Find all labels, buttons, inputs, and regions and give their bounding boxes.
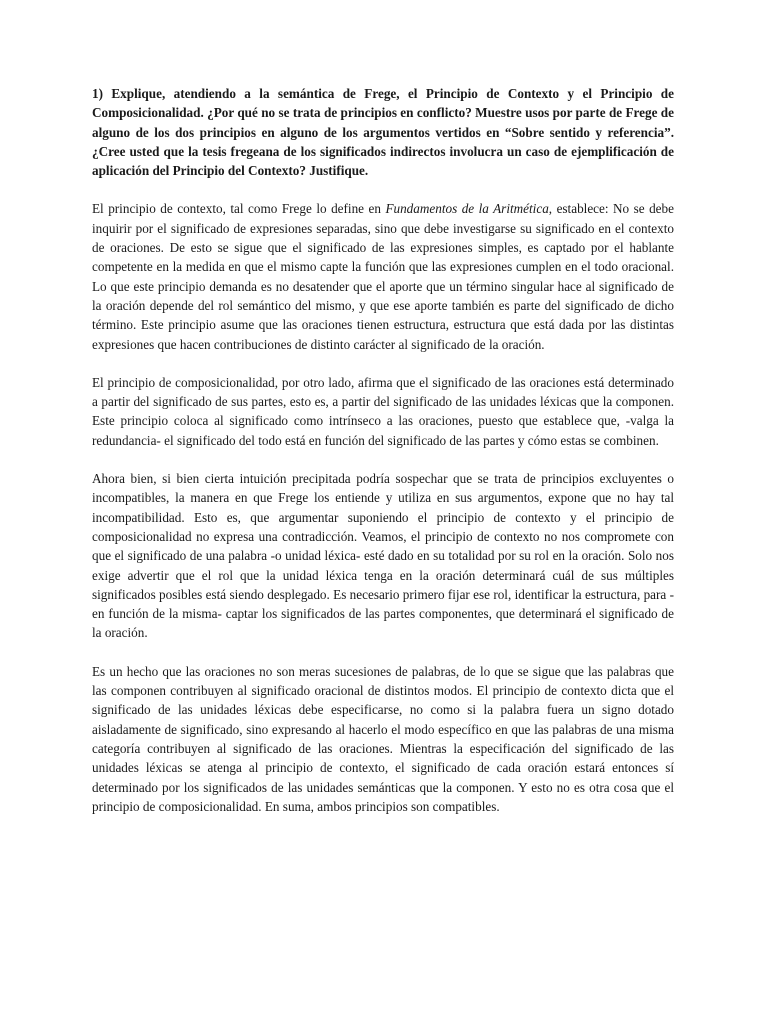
book-title: Fundamentos de la Aritmética (385, 201, 549, 217)
paragraph-conclusion: Es un hecho que las oraciones no son meras sucesiones de palabras, de lo que se sigue que las palabras que las componen contribuyen al significado oracional de distintos modos. El principio de contexto dicta que el significado de las unidades léxicas debe especificarse, no como si la palabra fuera un signo dotado aisladamente de significado, sino expresando al hacerlo el modo específico en que las palabras de una misma categoría contribuyen al significado de las oraciones. Mientras la especificación del significado de las unidades léxicas se atenga al principio de contexto, el significado de cada oración estará entonces sí determinado por los significados de las unidades semánticas que la componen. Y esto no es otra cosa que el principio de composicionalidad. En suma, ambos principios son compatibles. (92, 663, 674, 814)
document-page (92, 84, 674, 816)
question-heading: 1) Explique, atendiendo a la semántica de Frege, el Principio de Contexto y el Principio de Composicionalidad. ¿Por qué no se trata de principios en conflicto? Muestre usos por parte de Frege de alguno de los dos principios en alguno de los argumentos vertidos en “Sobre sentido y referencia”. ¿Cree usted que la tesis fregeana de los significados indirectos involucra un caso de ejemplificación de aplicación del Principio del Contexto? Justifique. (92, 86, 674, 179)
paragraph-context-principle (92, 199, 674, 353)
paragraph-1-rest: , establece: No se debe inquirir por el significado de expresiones separadas, sino que debe investigarse su significado en el contexto de oraciones. De esto se sigue que el significado de las expresiones simples, es captado por el hablante competente en la medida en que el mismo capte la función que las expresiones cumplen en el todo oracional. Lo que este principio demanda es no desatender que el aporte que un término singular hace al significado de la oración depende del rol semántico del mismo, y que ese aporte también es parte del significado de dicho término. Este principio asume que las oraciones tienen estructura, estructura que está dada por las distintas expresiones que hacen contribuciones de distinto carácter al significado de la oración. (92, 201, 674, 352)
paragraph-1-intro: El principio de contexto, tal como Frege lo define en (92, 201, 386, 217)
paragraph-compatibility: Ahora bien, si bien cierta intuición precipitada podría sospechar que se trata de principios excluyentes o incompatibles, la manera en que Frege los entiende y utiliza en sus argumentos, expone que no hay tal incompatibilidad. Esto es, que argumentar suponiendo el principio de contexto y el principio de composicionalidad no expresa una contradicción. Veamos, el principio de contexto no nos compromete con que el significado de una palabra -o unidad léxica- esté dado en su totalidad por su rol en la oración. Solo nos exige advertir que el rol que la unidad léxica tenga en la oración determinará cuál de sus múltiples significados posibles está siendo desplegado. Es necesario primero fijar ese rol, identificar la estructura, para -en función de la misma- captar los significados de las partes componentes, que determinará el significado de la oración. (92, 471, 674, 641)
paragraph-compositionality: El principio de composicionalidad, por otro lado, afirma que el significado de las oraciones está determinado a partir del significado de sus partes, esto es, a partir del significado de las unidades léxicas que la componen. Este principio coloca al significado como intrínseco a las oraciones, puesto que establece que, -valga la redundancia- el significado del todo está en función del significado de las partes y cómo estas se combinen. (92, 374, 674, 448)
